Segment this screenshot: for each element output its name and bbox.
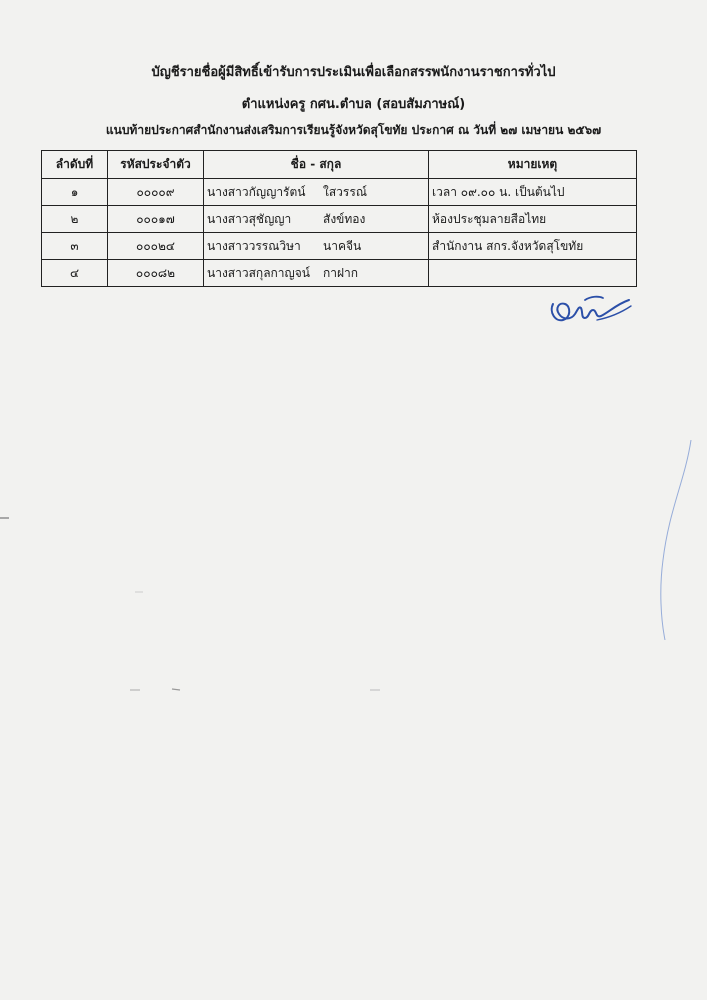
row-name (204, 233, 429, 260)
row-remark (429, 260, 637, 287)
column-header-remark: หมายเหตุ (429, 151, 637, 179)
row-order: ๑ (42, 179, 108, 206)
table-header-row (42, 151, 637, 179)
row-order: ๓ (42, 233, 108, 260)
row-id: ๐๐๐๑๗ (108, 206, 204, 233)
family-name: สังข์ทอง (323, 211, 366, 226)
row-id: ๐๐๐๒๔ (108, 233, 204, 260)
document-title: บัญชีรายชื่อผู้มีสิทธิ์เข้ารับการประเมินเพื่อเลือกสรรพนักงานราชการทั่วไป (151, 65, 556, 80)
row-order: ๒ (42, 206, 108, 233)
position-title: ตำแหน่งครู กศน.ตำบล (สอบสัมภาษณ์) (241, 97, 466, 112)
given-name: นางสาวสกุลกาญจน์ (207, 265, 311, 280)
column-header-name: ชื่อ - สกุล (204, 151, 429, 179)
given-name: นางสาววรรณวิษา (207, 238, 301, 253)
family-name: กาฝาก (323, 265, 359, 280)
row-name (204, 206, 429, 233)
row-order: ๔ (42, 260, 108, 287)
column-header-order: ลำดับที่ (42, 151, 108, 179)
row-id: ๐๐๐๐๙ (108, 179, 204, 206)
scan-artifact-specks (130, 686, 390, 694)
signature-icon (545, 290, 635, 330)
table-row (42, 260, 637, 287)
column-header-id: รหัสประจำตัว (108, 151, 204, 179)
row-name (204, 179, 429, 206)
row-name (204, 260, 429, 287)
scan-artifact-dash (0, 515, 10, 521)
scan-artifact-speck (135, 590, 147, 594)
family-name: นาคจีน (323, 238, 362, 253)
given-name: นางสาวสุชัญญา (207, 211, 292, 226)
annex-line: แนบท้ายประกาศสำนักงานส่งเสริมการเรียนรู้จังหวัดสุโขทัย ประกาศ ณ วันที่ ๒๗ เมษายน ๒๕๖๗ (105, 123, 602, 137)
table-row (42, 206, 637, 233)
row-id: ๐๐๐๘๒ (108, 260, 204, 287)
family-name: ใสวรรณ์ (323, 184, 367, 199)
row-remark: เวลา ๐๙.๐๐ น. เป็นต้นไป (429, 179, 637, 206)
table-row (42, 179, 637, 206)
table-row (42, 233, 637, 260)
row-remark: สำนักงาน สกร.จังหวัดสุโขทัย (429, 233, 637, 260)
given-name: นางสาวกัญญารัตน์ (207, 184, 306, 199)
scan-artifact-line (655, 440, 695, 640)
row-remark: ห้องประชุมลายสือไทย (429, 206, 637, 233)
candidate-table (41, 150, 637, 287)
